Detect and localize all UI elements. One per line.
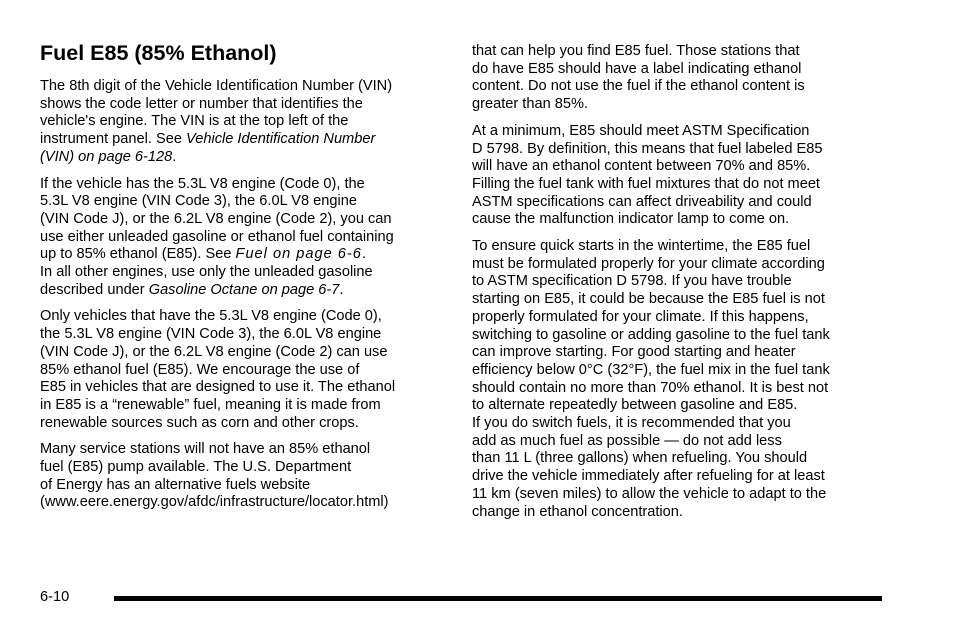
text-line [40,282,440,300]
text-line: To ensure quick starts in the wintertime, the E85 fuel [472,238,811,255]
vin-paragraph [40,78,440,167]
text-fragment: instrument panel. See [40,131,187,148]
text-line: (VIN Code J), or the 6.2L V8 engine (Code 2) can use [40,343,388,360]
text-line: starting on E85, it could be because the E85 fuel is not [472,291,825,308]
text-line: If you do switch fuels, it is recommended that you [472,415,791,432]
service-stations-paragraph [40,441,440,512]
text-line [40,149,440,167]
text-line: If the vehicle has the 5.3L V8 engine (Code 0), the [40,175,365,192]
text-line: of Energy has an alternative fuels website [40,476,311,493]
text-line: the 5.3L V8 engine (VIN Code 3), the 6.0L V8 engine [40,326,382,343]
text-line: drive the vehicle immediately after refueling for at least [472,468,825,485]
text-line: greater than 85%. [472,96,589,113]
switch-fuels-paragraph [472,415,877,521]
text-line: Filling the fuel tank with fuel mixtures that do not meet [472,175,820,192]
text-line: properly formulated for your climate. If this happens, [472,308,809,325]
e85-vehicles-paragraph [40,308,440,432]
text-line: In all other engines, use only the unleaded gasoline [40,264,373,281]
fuel-page-reference: Fuel on page 6-6 [235,246,362,263]
text-line: efficiency below 0°C (32°F), the fuel mix in the fuel tank [472,361,830,378]
text-line: (VIN Code J), or the 6.2L V8 engine (Code 2), you can [40,210,392,227]
text-line: can improve starting. For good starting and heater [472,344,796,361]
text-line: will have an ethanol content between 70% and 85%. [472,158,811,175]
text-line: change in ethanol concentration. [472,503,683,520]
text-line: do have E85 should have a label indicating ethanol [472,60,802,77]
text-line: 85% ethanol fuel (E85). We encourage the use of [40,361,360,378]
vin-page-reference-cont: (VIN) on page 6-128 [40,148,173,165]
text-line: 11 km (seven miles) to allow the vehicle to adapt to the [472,485,827,502]
text-fragment: . [339,281,344,298]
text-line: must be formulated properly for your climate according [472,255,825,272]
text-line: than 11 L (three gallons) when refueling. You should [472,450,808,467]
section-title: Fuel E85 (85% Ethanol) [40,41,277,65]
text-line: should contain no more than 70% ethanol. It is best not [472,379,829,396]
text-line: that can help you find E85 fuel. Those stations that [472,43,800,59]
octane-page-reference: Gasoline Octane on page 6-7 [148,281,340,298]
text-line: 5.3L V8 engine (VIN Code 3), the 6.0L V8 engine [40,193,357,210]
text-line: in E85 is a “renewable” fuel, meaning it is made from [40,396,381,413]
astm-spec-paragraph [472,123,877,229]
left-column [40,40,440,521]
text-line: Many service stations will not have an 85% ethanol [40,441,371,458]
right-column [472,43,877,530]
text-line [40,246,440,264]
text-line: content. Do not use the fuel if the ethanol content is [472,78,805,95]
text-line: ASTM specifications can affect driveability and could [472,193,812,210]
vin-page-reference: Vehicle Identification Number [186,131,376,148]
text-line: D 5798. By definition, this means that fuel labeled E85 [472,140,823,157]
text-fragment: up to 85% ethanol (E85). See [40,246,236,263]
text-line: The 8th digit of the Vehicle Identification Number (VIN) [40,78,393,94]
text-line: E85 in vehicles that are designed to use it. The ethanol [40,379,396,396]
text-fragment: described under [40,281,149,298]
text-line: (www.eere.energy.gov/afdc/infrastructure/locator.html) [40,494,389,511]
text-fragment: . [361,246,366,263]
text-line: switching to gasoline or adding gasoline to the fuel tank [472,326,830,343]
footer-rule [114,596,882,601]
page-number: 6-10 [40,589,70,605]
winter-starts-paragraph [472,238,877,415]
stations-continued-paragraph [472,43,877,114]
text-line: At a minimum, E85 should meet ASTM Specification [472,122,810,139]
text-line: fuel (E85) pump available. The U.S. Department [40,459,352,476]
text-line: to alternate repeatedly between gasoline and E85. [472,397,798,414]
text-line: to ASTM specification D 5798. If you have trouble [472,273,792,290]
text-line [40,131,440,149]
text-line: add as much fuel as possible — do not add less [472,432,782,449]
engine-fuel-paragraph [40,176,440,300]
text-line: vehicle's engine. The VIN is at the top left of the [40,113,349,130]
text-fragment: . [172,148,177,165]
text-line: cause the malfunction indicator lamp to come on. [472,211,790,228]
text-line: shows the code letter or number that identifies the [40,95,363,112]
text-line: renewable sources such as corn and other crops. [40,414,359,431]
text-line: Only vehicles that have the 5.3L V8 engine (Code 0), [40,308,382,325]
text-line: use either unleaded gasoline or ethanol fuel containing [40,228,394,245]
